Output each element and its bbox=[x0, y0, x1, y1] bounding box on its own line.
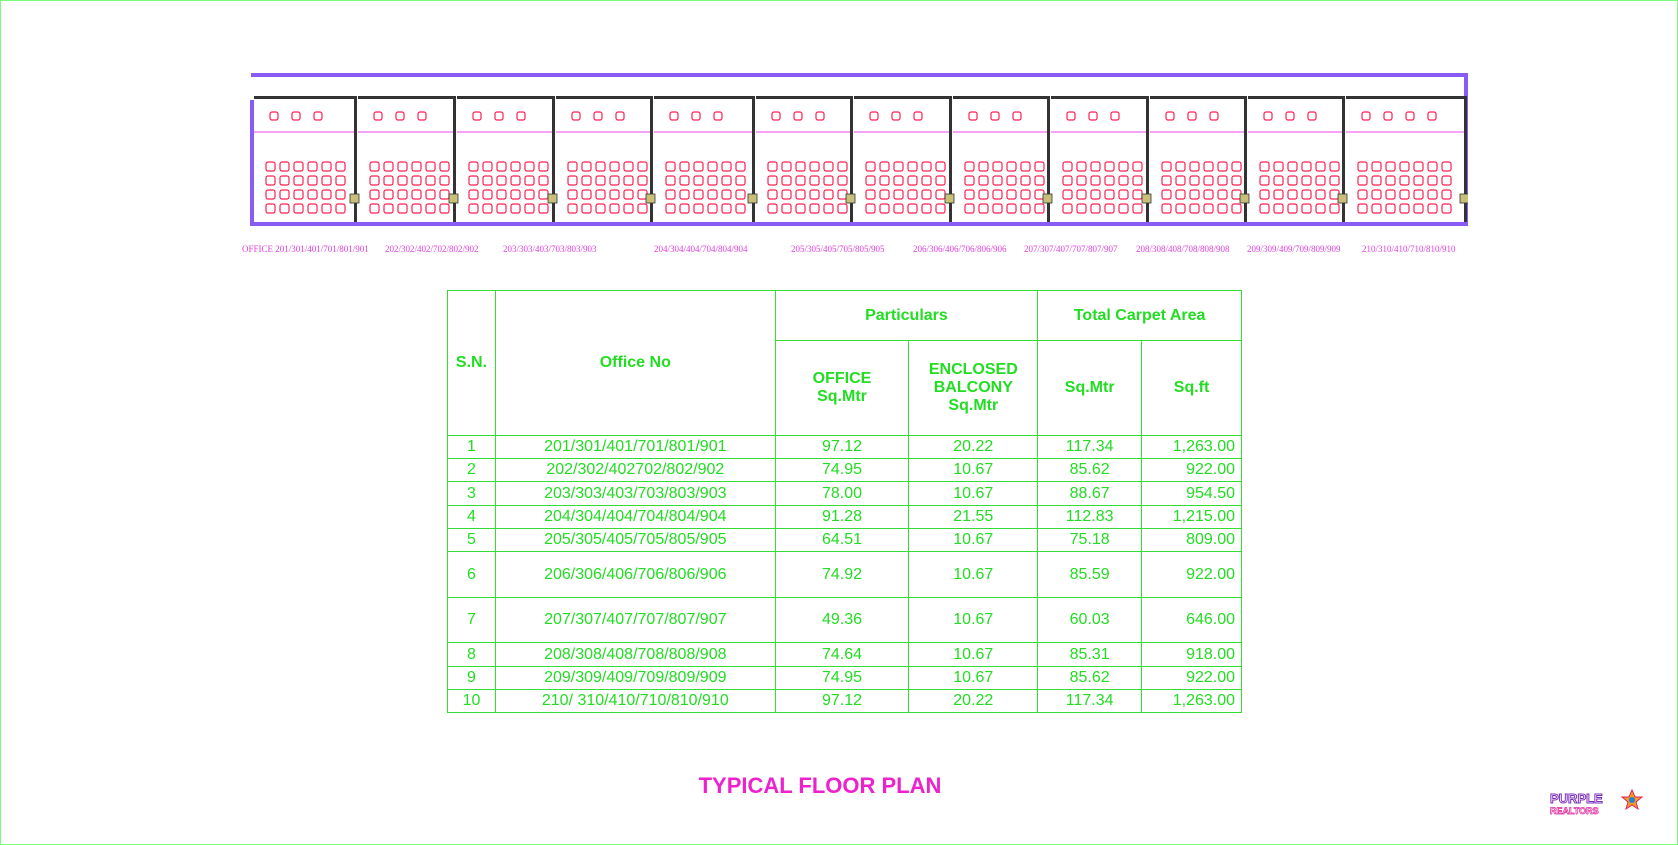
cell-sn: 1 bbox=[448, 436, 496, 459]
office-label-8: 208/308/408/708/808/908 bbox=[1136, 244, 1230, 254]
table-row bbox=[448, 482, 1242, 506]
cell-office-sqmtr: 74.95 bbox=[775, 459, 909, 482]
table-row bbox=[448, 459, 1242, 482]
table-row bbox=[448, 436, 1242, 459]
table-row bbox=[448, 506, 1242, 529]
logo-text-2: REALTORS bbox=[1550, 806, 1599, 816]
cell-total-sqmtr: 117.34 bbox=[1038, 436, 1142, 459]
cell-office-sqmtr: 78.00 bbox=[775, 482, 909, 506]
header-sn: S.N. bbox=[448, 291, 496, 436]
header-balcony-line1: ENCLOSED bbox=[928, 361, 1018, 378]
cell-office-no: 204/304/404/704/804/904 bbox=[495, 506, 775, 529]
cell-balcony-sqmtr: 20.22 bbox=[909, 436, 1038, 459]
office-label-6: 206/306/406/706/806/906 bbox=[913, 244, 1007, 254]
table-row bbox=[448, 598, 1242, 643]
cell-office-sqmtr: 97.12 bbox=[775, 436, 909, 459]
cell-office-no: 210/ 310/410/710/810/910 bbox=[495, 690, 775, 713]
header-office-line2: Sq.Mtr bbox=[817, 388, 867, 405]
cell-sn: 7 bbox=[448, 598, 496, 643]
table-row bbox=[448, 529, 1242, 552]
cell-office-no: 206/306/406/706/806/906 bbox=[495, 552, 775, 598]
cell-sn: 3 bbox=[448, 482, 496, 506]
cell-sn: 2 bbox=[448, 459, 496, 482]
office-label-9: 209/309/409/709/809/909 bbox=[1247, 244, 1341, 254]
cell-office-sqmtr: 74.92 bbox=[775, 552, 909, 598]
cell-office-sqmtr: 64.51 bbox=[775, 529, 909, 552]
cell-balcony-sqmtr: 10.67 bbox=[909, 667, 1038, 690]
cell-office-no: 202/302/402702/802/902 bbox=[495, 459, 775, 482]
table-row bbox=[448, 552, 1242, 598]
header-office-sqmtr bbox=[775, 341, 909, 436]
cell-total-sqmtr: 85.31 bbox=[1038, 643, 1142, 667]
cell-office-sqmtr: 91.28 bbox=[775, 506, 909, 529]
cell-total-sqmtr: 75.18 bbox=[1038, 529, 1142, 552]
cell-office-no: 208/308/408/708/808/908 bbox=[495, 643, 775, 667]
header-balcony-line3: Sq.Mtr bbox=[948, 397, 999, 414]
page-title: TYPICAL FLOOR PLAN bbox=[698, 773, 942, 798]
cell-total-sqmtr: 85.62 bbox=[1038, 459, 1142, 482]
cell-total-sqft: 1,215.00 bbox=[1142, 506, 1242, 529]
cell-office-no: 205/305/405/705/805/905 bbox=[495, 529, 775, 552]
cell-sn: 4 bbox=[448, 506, 496, 529]
header-particulars: Particulars bbox=[775, 291, 1038, 341]
cell-sn: 9 bbox=[448, 667, 496, 690]
cell-total-sqmtr: 85.59 bbox=[1038, 552, 1142, 598]
cell-total-sqft: 922.00 bbox=[1142, 552, 1242, 598]
cell-balcony-sqmtr: 10.67 bbox=[909, 643, 1038, 667]
office-label-10: 210/310/410/710/810/910 bbox=[1362, 244, 1456, 254]
header-total-sqmtr: Sq.Mtr bbox=[1038, 341, 1142, 436]
logo-text-1: PURPLE bbox=[1550, 791, 1603, 806]
cell-total-sqft: 809.00 bbox=[1142, 529, 1242, 552]
cell-total-sqmtr: 112.83 bbox=[1038, 506, 1142, 529]
table-row bbox=[448, 667, 1242, 690]
cell-balcony-sqmtr: 10.67 bbox=[909, 482, 1038, 506]
cell-total-sqft: 646.00 bbox=[1142, 598, 1242, 643]
cell-sn: 8 bbox=[448, 643, 496, 667]
cell-total-sqft: 1,263.00 bbox=[1142, 436, 1242, 459]
table-row bbox=[448, 643, 1242, 667]
cell-total-sqft: 922.00 bbox=[1142, 667, 1242, 690]
cell-total-sqft: 1,263.00 bbox=[1142, 690, 1242, 713]
office-label-7: 207/307/407/707/807/907 bbox=[1024, 244, 1118, 254]
header-balcony-sqmtr bbox=[909, 341, 1038, 436]
cell-office-no: 201/301/401/701/801/901 bbox=[495, 436, 775, 459]
cell-office-no: 203/303/403/703/803/903 bbox=[495, 482, 775, 506]
cell-total-sqft: 918.00 bbox=[1142, 643, 1242, 667]
cell-total-sqft: 954.50 bbox=[1142, 482, 1242, 506]
cell-balcony-sqmtr: 21.55 bbox=[909, 506, 1038, 529]
header-office-line1: OFFICE bbox=[812, 370, 872, 387]
cell-balcony-sqmtr: 10.67 bbox=[909, 552, 1038, 598]
cell-balcony-sqmtr: 10.67 bbox=[909, 459, 1038, 482]
office-label-5: 205/305/405/705/805/905 bbox=[791, 244, 885, 254]
cell-total-sqft: 922.00 bbox=[1142, 459, 1242, 482]
cell-total-sqmtr: 60.03 bbox=[1038, 598, 1142, 643]
cell-office-sqmtr: 97.12 bbox=[775, 690, 909, 713]
cell-balcony-sqmtr: 10.67 bbox=[909, 598, 1038, 643]
cell-total-sqmtr: 117.34 bbox=[1038, 690, 1142, 713]
cell-office-no: 209/309/409/709/809/909 bbox=[495, 667, 775, 690]
header-total-carpet-area: Total Carpet Area bbox=[1038, 291, 1242, 341]
cell-sn: 6 bbox=[448, 552, 496, 598]
cell-balcony-sqmtr: 20.22 bbox=[909, 690, 1038, 713]
floor-plan-drawing bbox=[250, 72, 1468, 242]
cell-office-no: 207/307/407/707/807/907 bbox=[495, 598, 775, 643]
table-row bbox=[448, 690, 1242, 713]
cell-total-sqmtr: 85.62 bbox=[1038, 667, 1142, 690]
cell-balcony-sqmtr: 10.67 bbox=[909, 529, 1038, 552]
office-label-row bbox=[242, 244, 1474, 260]
cell-office-sqmtr: 74.95 bbox=[775, 667, 909, 690]
purple-realtors-logo bbox=[1548, 786, 1648, 822]
office-label-2: 202/302/402/702/802/902 bbox=[385, 244, 479, 254]
header-total-sqft: Sq.ft bbox=[1142, 341, 1242, 436]
cell-office-sqmtr: 74.64 bbox=[775, 643, 909, 667]
office-label-3: 203/303/403/703/803/903 bbox=[503, 244, 597, 254]
cell-sn: 10 bbox=[448, 690, 496, 713]
cell-office-sqmtr: 49.36 bbox=[775, 598, 909, 643]
carpet-area-table bbox=[447, 290, 1242, 713]
cell-sn: 5 bbox=[448, 529, 496, 552]
office-label-4: 204/304/404/704/804/904 bbox=[654, 244, 748, 254]
office-label-1: OFFICE 201/301/401/701/801/901 bbox=[242, 244, 369, 254]
header-balcony-line2: BALCONY bbox=[933, 379, 1013, 396]
cell-total-sqmtr: 88.67 bbox=[1038, 482, 1142, 506]
header-office-no: Office No bbox=[495, 291, 775, 436]
